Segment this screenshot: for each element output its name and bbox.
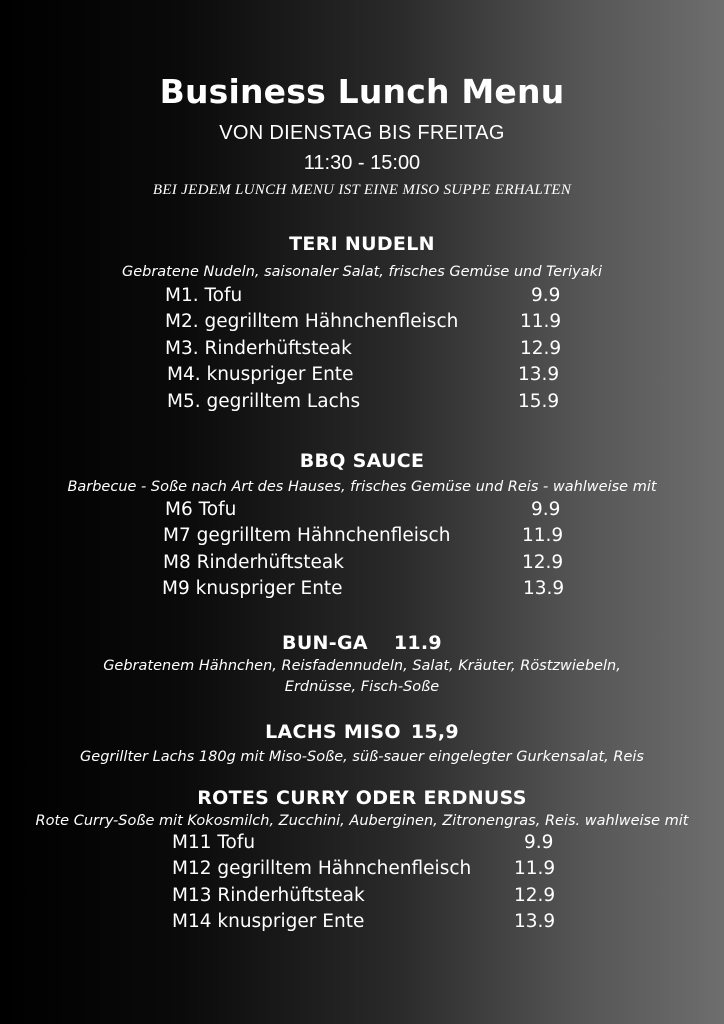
section-title-lachs-miso [0, 721, 724, 743]
menu-item-price: 9.9 [531, 285, 561, 306]
menu-item-price: 13.9 [518, 364, 560, 385]
menu-item-price: 15.9 [518, 391, 560, 412]
section-title-rotes-curry: ROTES CURRY ODER ERDNUSS [197, 787, 527, 809]
section-title-bun-ga [0, 632, 724, 654]
bun-ga-price: 11.9 [393, 632, 442, 654]
menu-item-name: M1. Tofu [165, 285, 243, 306]
menu-item-price: 13.9 [523, 578, 565, 599]
hours-line: 11:30 - 15:00 [303, 152, 421, 174]
menu-item-name: M5. gegrilltem Lachs [167, 391, 361, 412]
menu-item-price: 11.9 [522, 525, 564, 546]
menu-item-name: M12 gegrilltem Hähnchenfleisch [172, 858, 472, 879]
menu-item-name: M4. knuspriger Ente [167, 364, 354, 385]
menu-item-price: 12.9 [520, 338, 562, 359]
days-line: VON DIENSTAG BIS FREITAG [219, 122, 505, 144]
lachs-miso-price: 15,9 [410, 721, 459, 743]
bun-ga-title: BUN-GA [282, 632, 368, 654]
menu-item-name: M11 Tofu [172, 832, 256, 853]
menu-item-price: 9.9 [524, 832, 554, 853]
menu-title: Business Lunch Menu [159, 72, 565, 111]
menu-item-name: M2. gegrilltem Hähnchenfleisch [165, 311, 459, 332]
menu-item-price: 11.9 [520, 311, 562, 332]
menu-item-price: 13.9 [514, 911, 556, 932]
section-desc-lachs-miso: Gegrillter Lachs 180g mit Miso-Soße, süß-sauer eingelegter Gurkensalat, Reis [80, 749, 644, 765]
menu-item-name: M7 gegrilltem Hähnchenfleisch [163, 525, 451, 546]
miso-soup-note: BEI JEDEM LUNCH MENU IST EINE MISO SUPPE ERHALTEN [152, 182, 572, 198]
menu-item-price: 11.9 [514, 858, 556, 879]
menu-item-price: 12.9 [514, 885, 556, 906]
lachs-miso-title: LACHS MISO [265, 721, 401, 743]
menu-item-price: 12.9 [522, 552, 564, 573]
menu-item-name: M6 Tofu [165, 499, 237, 520]
section-desc-bun-ga-2: Erdnüsse, Fisch-Soße [284, 679, 440, 695]
menu-item-name: M9 knuspriger Ente [162, 578, 343, 599]
menu-item-name: M13 Rinderhüftsteak [172, 885, 365, 906]
section-desc-bbq-sauce: Barbecue - Soße nach Art des Hauses, frisches Gemüse und Reis - wahlweise mit [67, 479, 657, 495]
section-desc-rotes-curry: Rote Curry-Soße mit Kokosmilch, Zucchini, Auberginen, Zitronengras, Reis. wahlweise mit [35, 813, 689, 829]
menu-item-price: 9.9 [531, 499, 561, 520]
section-desc-teri-nudeln: Gebratene Nudeln, saisonaler Salat, frisches Gemüse und Teriyaki [121, 264, 603, 280]
section-title-teri-nudeln: TERI NUDELN [289, 233, 435, 255]
menu-item-name: M14 knuspriger Ente [172, 911, 365, 932]
menu-item-name: M8 Rinderhüftsteak [163, 552, 344, 573]
section-desc-bun-ga: Gebratenem Hähnchen, Reisfadennudeln, Salat, Kräuter, Röstzwiebeln, [103, 658, 621, 674]
menu-item-name: M3. Rinderhüftsteak [165, 338, 352, 359]
section-title-bbq-sauce: BBQ SAUCE [299, 450, 425, 472]
